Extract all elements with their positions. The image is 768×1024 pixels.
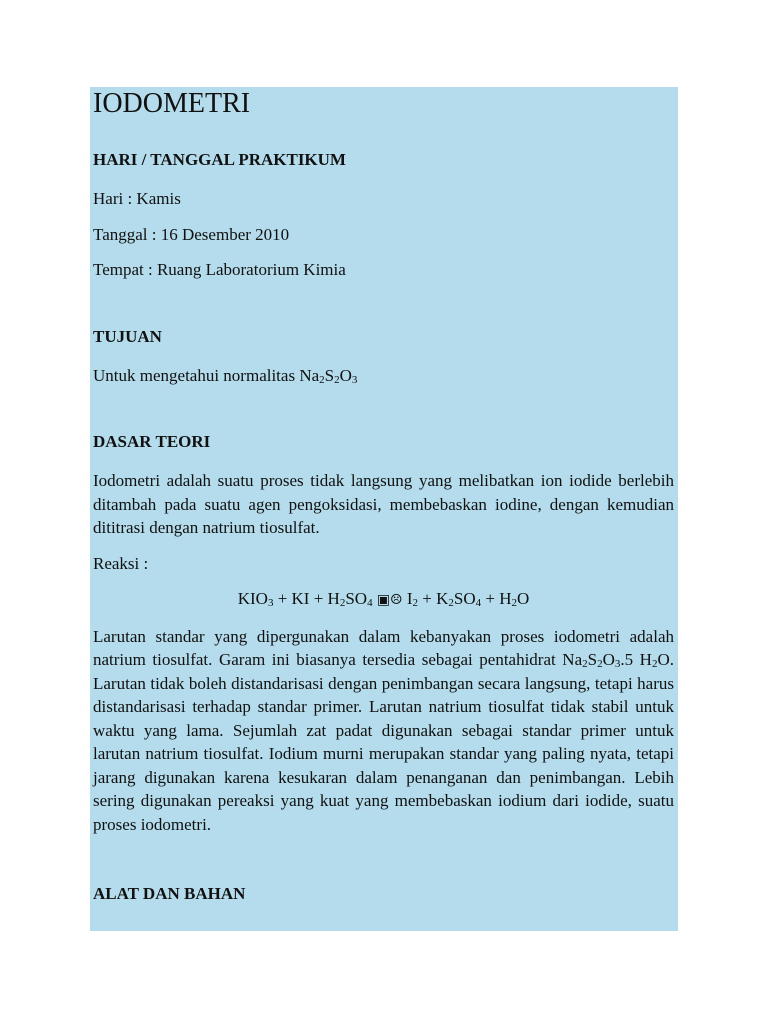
materials-section <box>93 884 674 904</box>
theory-section <box>93 432 674 836</box>
reaction-part: + H <box>481 589 512 608</box>
goal-section <box>93 327 674 388</box>
reaction-sub: 3 <box>267 597 274 609</box>
reaction-sub: 2 <box>412 597 419 609</box>
formula-sub: 3 <box>614 658 621 670</box>
goal-text <box>93 364 674 388</box>
theory-paragraph-2 <box>93 625 674 837</box>
goal-formula-sub: 3 <box>351 373 358 386</box>
reaction-part: + KI + H <box>273 589 340 608</box>
document-title: IODOMETRI <box>93 88 251 119</box>
schedule-day: Hari : Kamis <box>93 189 181 208</box>
goal-formula-o: O <box>339 365 352 385</box>
reaction-sub: 4 <box>367 597 373 609</box>
reaction-sub: 2 <box>511 597 517 609</box>
theory-paragraph-1: Iodometri adalah suatu proses tidak langsung yang melibatkan ion iodide berlebih ditambah pada suatu agen pengoksidasi, membebaskan iodine, dengan kemudian dititrasi dengan natrium tiosulfat. <box>93 471 674 537</box>
schedule-date: Tanggal : 16 Desember 2010 <box>93 224 290 244</box>
goal-text-prefix: Untuk mengetahui normalitas Na <box>93 365 320 385</box>
reaction-part: O <box>517 589 530 608</box>
schedule-place: Tempat : Ruang Laboratorium Kimia <box>93 260 346 279</box>
materials-heading: ALAT DAN BAHAN <box>93 884 246 903</box>
schedule-heading: HARI / TANGGAL PRAKTIKUM <box>93 150 346 169</box>
schedule-section <box>93 150 674 282</box>
goal-heading: TUJUAN <box>93 326 162 346</box>
goal-formula-sub: 2 <box>319 373 325 386</box>
reaction-part: KIO <box>237 589 268 608</box>
reaction-sub: 2 <box>448 597 454 609</box>
formula-sub: 2 <box>582 658 588 670</box>
reaction-arrow-glyph: ▣☹ <box>376 593 403 608</box>
reaction-part: SO <box>453 589 476 608</box>
reaction-part: SO <box>345 589 368 608</box>
reaction-sub: 4 <box>475 597 482 609</box>
goal-formula-sub: 2 <box>334 373 340 386</box>
reaction-part: I <box>402 589 413 608</box>
formula-part: .5 H <box>620 650 652 669</box>
paragraph-2-end: O. Larutan tidak boleh distandarisasi dengan penimbangan secara langsung, tetapi harus distandarisasi terhadap standar primer. Larutan natrium tiosulfat tidak stabil untuk waktu yang lama. Sejumlah zat padat digunakan sebagai standar primer untuk larutan natrium tiosulfat. Iodium murni merupakan standar yang paling nyata, tetapi jarang digunakan karena kesukaran dalam penanganan dan penimbangan. Lebih sering digunakan pereaksi yang kuat yang membebaskan iodium dari iodide, suatu proses iodometri. <box>93 650 674 834</box>
goal-formula-s: S <box>324 365 335 385</box>
formula-part: S <box>587 650 598 669</box>
reaction-part: + K <box>418 589 449 608</box>
formula-sub: 2 <box>651 658 658 670</box>
paragraph-2-start: Larutan standar yang dipergunakan dalam kebanyakan proses iodometri adalah natrium tiosulfat. Garam ini biasanya tersedia sebagai pentahidrat Na <box>93 626 674 669</box>
document-body <box>93 86 674 921</box>
theory-heading: DASAR TEORI <box>93 432 211 451</box>
reaction-equation <box>93 587 674 613</box>
reaction-label: Reaksi : <box>93 553 149 573</box>
formula-sub: 2 <box>597 658 603 670</box>
reaction-sub: 2 <box>339 597 346 609</box>
formula-part: O <box>602 650 615 669</box>
